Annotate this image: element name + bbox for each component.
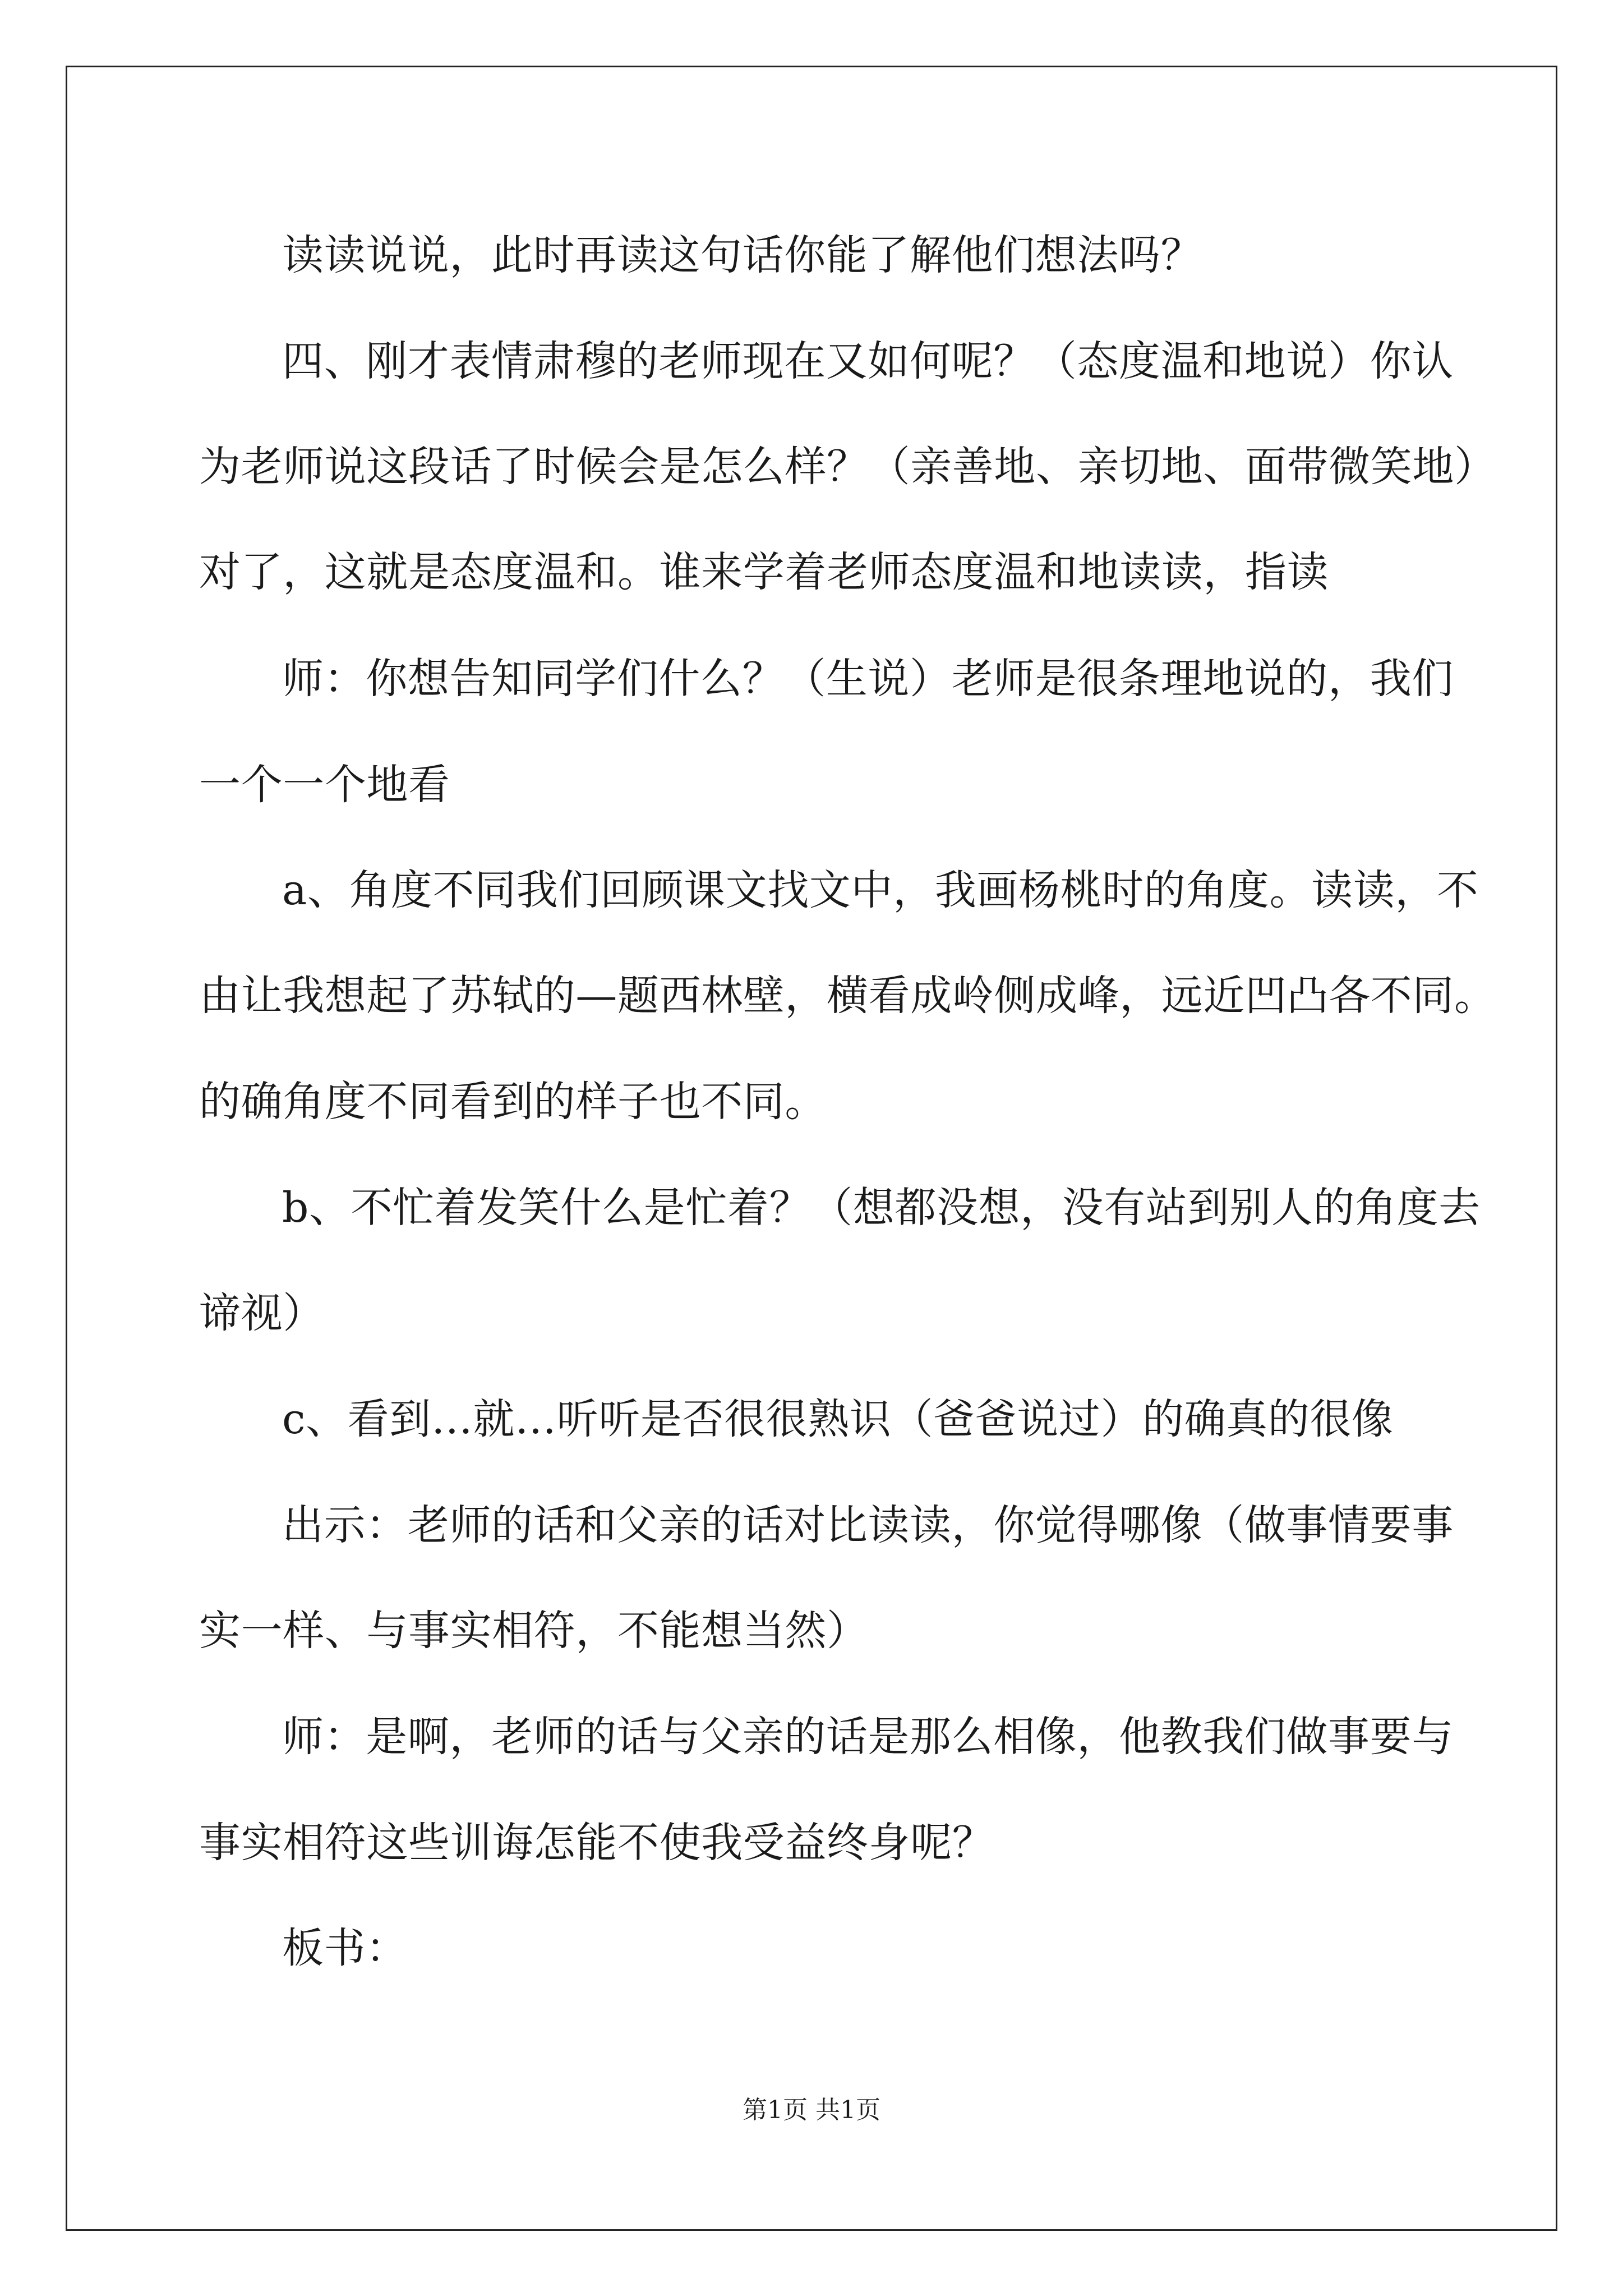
paragraph-line: c、看到…就…听听是否很很熟识（爸爸说过）的确真的很像 xyxy=(282,1395,1394,1443)
paragraph-line: 实一样、与事实相符，不能想当然） xyxy=(199,1607,869,1655)
paragraph-line: 出示：老师的话和父亲的话对比读读，你觉得哪像（做事情要事 xyxy=(282,1501,1454,1549)
paragraph-line: 四、刚才表情肃穆的老师现在又如何呢？（态度温和地说）你认 xyxy=(282,337,1454,385)
paragraph-line: 一个一个地看 xyxy=(199,761,450,809)
paragraph-line: 谛视） xyxy=(199,1289,325,1337)
paragraph-line: 读读说说，此时再读这句话你能了解他们想法吗？ xyxy=(282,231,1203,279)
paragraph-line: 事实相符这些训诲怎能不使我受益终身呢？ xyxy=(199,1819,994,1867)
paragraph-line: 师：你想告知同学们什么？（生说）老师是很条理地说的，我们 xyxy=(282,655,1454,703)
page-number-footer: 第1页 共1页 xyxy=(743,2096,880,2124)
paragraph-line: 师：是啊，老师的话与父亲的话是那么相像，他教我们做事要与 xyxy=(282,1713,1454,1761)
paragraph-line: 板书： xyxy=(282,1924,408,1972)
page-border xyxy=(66,66,1557,2231)
paragraph-line: 的确角度不同看到的样子也不同。 xyxy=(199,1078,827,1126)
paragraph-line: a、角度不同我们回顾课文找文中，我画杨桃时的角度。读读，不 xyxy=(282,866,1479,914)
paragraph-line: 为老师说这段话了时候会是怎么样？（亲善地、亲切地、面带微笑地） xyxy=(199,443,1496,491)
paragraph-line: b、不忙着发笑什么是忙着？（想都没想，没有站到别人的角度去 xyxy=(282,1184,1481,1232)
paragraph-line: 对了，这就是态度温和。谁来学着老师态度温和地读读，指读 xyxy=(199,548,1329,596)
paragraph-line: 由让我想起了苏轼的—题西林壁，横看成岭侧成峰，远近凹凸各不同。 xyxy=(199,972,1496,1020)
